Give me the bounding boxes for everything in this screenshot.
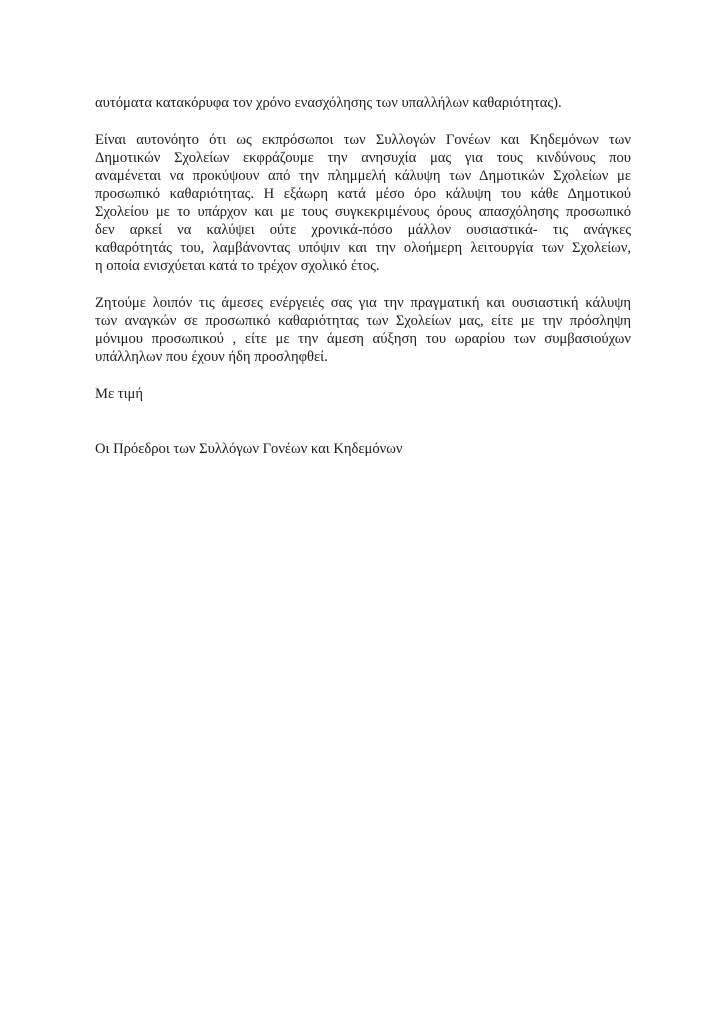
text-line: αναμένεται να προκύψουν από την πλημμελή κάλυψη των Δημοτικών Σχολείων με	[95, 168, 631, 184]
text-line: αυτόματα κατακόρυφα τον χρόνο ενασχόλησης των υπαλλήλων καθαριότητας).	[95, 95, 562, 111]
text-line: Οι Πρόεδροι των Συλλόγων Γονέων και Κηδεμόνων	[95, 441, 403, 457]
text-line: Σχολείου με το υπάρχον και με τους συγκεκριμένους όρους απασχόλησης προσωπικό	[95, 204, 631, 220]
text-line: η οποία ενισχύεται κατά το τρέχον σχολικό έτος.	[95, 258, 380, 274]
text-line: των αναγκών σε προσωπικό καθαριότητας των Σχολείων μας, είτε με την πρόσληψη	[95, 313, 631, 329]
text-line: Είναι αυτονόητο ότι ως εκπρόσωποι των Συλλογών Γονέων και Κηδεμόνων των	[95, 132, 631, 148]
text-line: μόνιμου προσωπικού , είτε με την άμεση αύξηση του ωραρίου των συμβασιούχων	[95, 331, 631, 347]
text-line: καθαρότητάς του, λαμβάνοντας υπόψιν και την ολοήμερη λειτουργία των Σχολείων,	[95, 240, 631, 256]
paragraph-request	[95, 294, 631, 366]
text-line: Με τιμή	[95, 386, 143, 402]
paragraph-continuation	[95, 94, 631, 112]
text-line: υπάλληλων που έχουν ήδη προσληφθεί.	[95, 349, 328, 365]
signature-line	[95, 440, 631, 458]
letter-body	[95, 94, 631, 477]
text-line: Ζητούμε λοιπόν τις άμεσες ενέργειές σας για την πραγματική και ουσιαστική κάλυψη	[95, 295, 631, 311]
closing-salutation	[95, 385, 631, 403]
text-line: προσωπικό καθαριότητας. Η εξάωρη κατά μέσο όρο κάλυψη του κάθε Δημοτικού	[95, 186, 631, 202]
text-line: δεν αρκεί να καλύψει ούτε χρονικά-πόσο μάλλον ουσιαστικά- τις ανάγκες	[95, 222, 631, 238]
text-line: Δημοτικών Σχολείων εκφράζουμε την ανησυχία μας για τους κινδύνους που	[95, 150, 631, 166]
paragraph-concern	[95, 131, 631, 275]
